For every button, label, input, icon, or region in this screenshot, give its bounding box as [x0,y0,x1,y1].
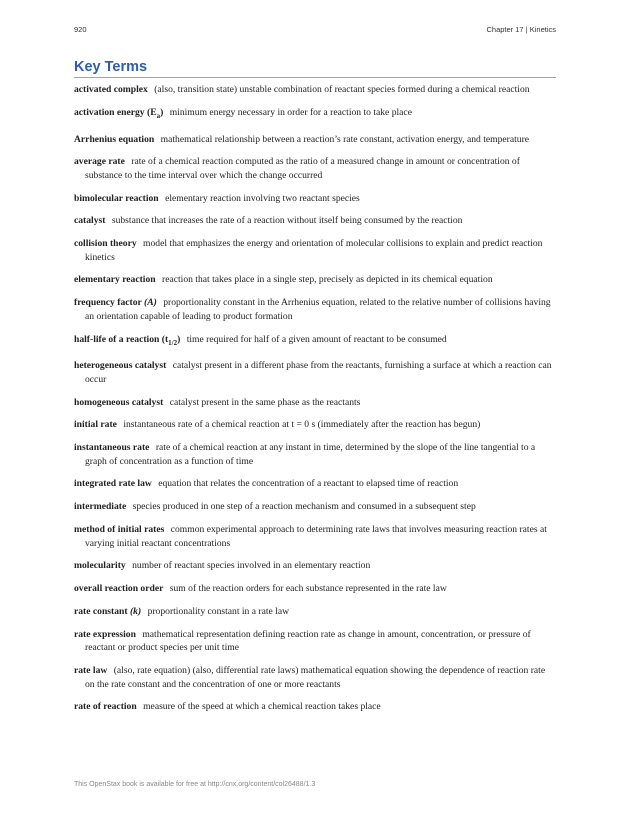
term-average-rate [74,155,556,182]
term-name: homogeneous catalyst [74,396,164,408]
term-definition: elementary reaction involving two reactant species [165,192,360,204]
term-name: rate constant (k) [74,605,142,617]
term-name: elementary reaction [74,274,156,286]
term-definition: proportionality constant in the Arrhenius equation, related to the relative number of collisions having an orientation capable of leading to product formation [85,297,551,322]
term-intermediate [74,500,556,514]
term-name: integrated rate law [74,478,152,490]
term-name: heterogeneous catalyst [74,360,167,372]
term-name: activated complex [74,84,148,95]
term-definition: model that emphasizes the energy and orientation of molecular collisions to explain and predict reaction kinetics [85,238,543,263]
term-definition: sum of the reaction orders for each substance represented in the rate law [169,583,447,595]
term-integrated-rate-law [74,477,556,491]
term-name: Arrhenius equation [74,133,155,145]
footer-note: This OpenStax book is available for free at http://cnx.org/content/col26488/1.3 [74,781,316,788]
term-name: molecularity [74,560,126,572]
term-definition: equation that relates the concentration of a reactant to elapsed time of reaction [158,478,459,490]
term-name: activation energy $(E_a)$ [74,106,164,120]
page-number: 920 [74,25,87,34]
term-definition: reaction that takes place in a single step, precisely as depicted in its chemical equation [162,274,493,286]
term-definition: common experimental approach to determining rate laws that involves measuring reaction rates at varying initial reactant concentrations [85,524,547,549]
term-definition: substance that increases the rate of a reaction without itself being consumed by the reaction [111,215,463,227]
term-molecularity [74,559,556,573]
term-definition: number of reactant species involved in an elementary reaction [132,560,371,572]
term-activation-energy [74,106,556,123]
term-definition: (also, rate equation) (also, differential rate laws) mathematical equation showing the dependence of reaction rate on the rate constant and the concentration of one or more reactants [85,665,546,690]
term-arrhenius-equation [74,133,556,147]
term-name: initial rate [74,419,117,431]
term-name: method of initial rates [74,524,165,536]
term-definition: time required for half of a given amount of reactant to be consumed [186,333,447,345]
term-name: rate expression [74,628,136,640]
term-instantaneous-rate [74,441,556,468]
term-half-life [74,333,556,350]
term-method-of-initial-rates [74,523,556,550]
term-definition: instantaneous rate of a chemical reaction at t = 0 s (immediately after the reaction has begun) [123,419,481,431]
term-definition: proportionality constant in a rate law [147,605,290,617]
term-name: rate law [74,665,108,677]
term-name: frequency factor (A) [74,297,157,309]
term-definition: catalyst present in a different phase from the reactants, furnishing a surface at which a reaction can occur [85,360,552,385]
section-title: Key Terms [74,58,556,78]
term-rate-expression [74,628,556,655]
term-name: bimolecular reaction [74,192,159,204]
key-terms-list [74,83,556,723]
term-definition: rate of a chemical reaction computed as the ratio of a measured change in amount or concentration of substance to the time interval over which the change occurred [85,156,520,181]
term-name: half-life of a reaction $(t_{1/2})$ [74,333,181,347]
term-frequency-factor [74,296,556,323]
term-name: overall reaction order [74,583,164,595]
term-rate-law [74,664,556,691]
term-activated-complex [74,83,556,97]
term-name: average rate [74,156,125,168]
chapter-header: Chapter 17 | Kinetics [486,25,556,34]
term-collision-theory [74,237,556,264]
term-name: instantaneous rate [74,442,150,454]
term-bimolecular-reaction [74,192,556,206]
term-elementary-reaction [74,273,556,287]
term-overall-reaction-order [74,582,556,596]
term-definition: mathematical representation defining reaction rate as change in amount, concentration, or pressure of reactant or product species per unit time [85,628,531,654]
term-name: catalyst [74,215,106,227]
term-definition: measure of the speed at which a chemical reaction takes place [143,701,381,713]
term-definition: (also, transition state) unstable combination of reactant species formed during a chemical reaction [154,84,530,95]
term-definition: rate of a chemical reaction at any instant in time, determined by the slope of the line tangential to a graph of concentration as a function of time [85,442,536,467]
term-initial-rate [74,418,556,432]
term-definition: minimum energy necessary in order for a reaction to take place [169,106,412,118]
term-homogeneous-catalyst [74,396,556,410]
term-heterogeneous-catalyst [74,359,556,386]
term-definition: catalyst present in the same phase as the reactants [169,396,361,408]
term-name: collision theory [74,238,137,250]
term-name: rate of reaction [74,701,137,713]
term-name: intermediate [74,501,127,513]
term-catalyst [74,214,556,228]
term-rate-constant [74,605,556,619]
term-definition: mathematical relationship between a reaction’s rate constant, activation energy, and temperature [160,133,530,145]
term-rate-of-reaction [74,700,556,714]
term-definition: species produced in one step of a reaction mechanism and consumed in a subsequent step [132,501,476,513]
